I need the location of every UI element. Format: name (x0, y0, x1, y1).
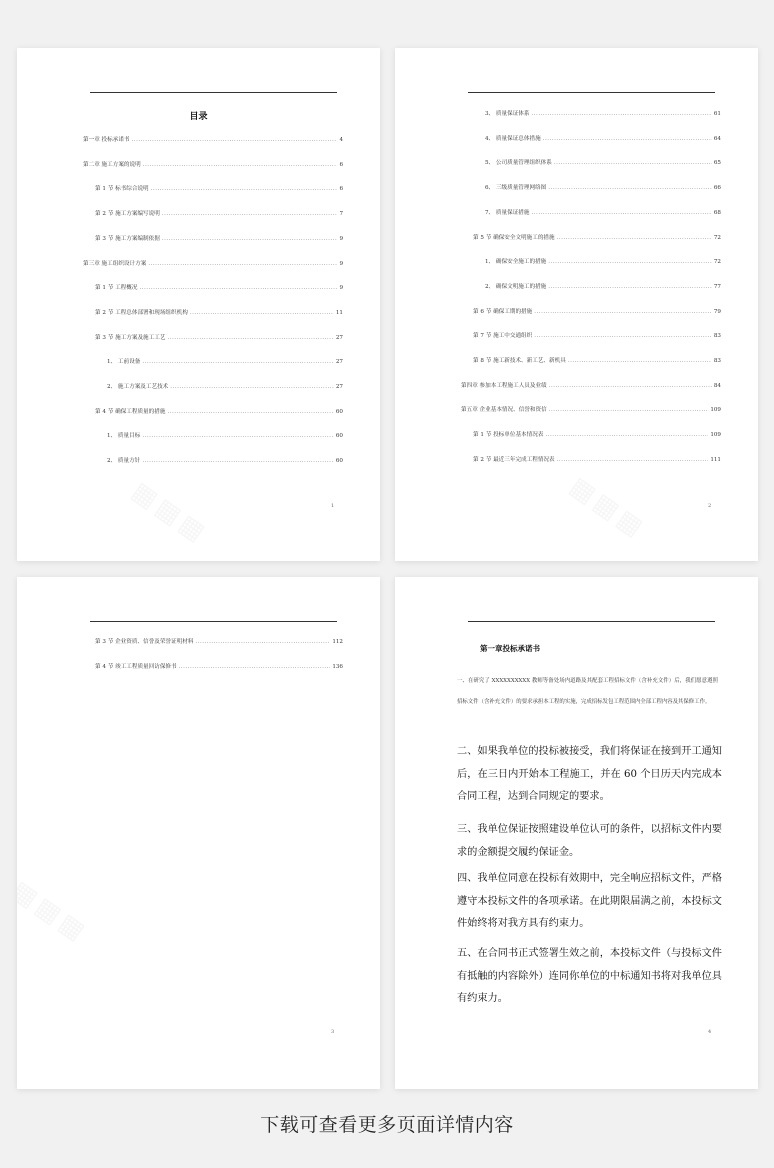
toc-entry (107, 384, 343, 391)
toc-leader-dots (543, 136, 712, 143)
toc-entry-page: 66 (713, 185, 721, 192)
toc-leader-dots (190, 310, 334, 317)
toc-entry (461, 383, 721, 390)
footer-caption: 下载可查看更多页面详情内容 (260, 1114, 514, 1136)
toc-entry (473, 358, 721, 365)
toc-entry-page: 60 (335, 408, 343, 415)
paragraph-2: 二、如果我单位的投标被接受，我们将保证在接到开工通知后，在三日内开始本工程施工，并在 60 个日历天内完成本合同工程，达到合同规定的要求。 (457, 746, 722, 802)
toc-entry-page: 83 (713, 358, 721, 364)
toc-entry-page: 11 (335, 309, 343, 316)
toc-leader-dots (143, 162, 338, 169)
toc-entry (485, 111, 721, 118)
toc-leader-dots (534, 333, 712, 340)
toc-entry-label: 2、 确保文明施工的措施 (485, 283, 547, 290)
toc-entry-label: 第 4 节 确保工程质量的措施 (95, 408, 166, 415)
toc-entry (473, 457, 721, 464)
header-rule (468, 621, 715, 622)
toc-entry-label: 3、 质量保证体系 (485, 111, 530, 117)
toc-entry-page: 9 (339, 260, 343, 267)
toc-entry-label: 第五章 企业基本情况、信誉和资信 (461, 407, 547, 414)
toc-entry-label: 第 1 节 工程概况 (95, 285, 138, 292)
document-page-1 (17, 48, 380, 561)
toc-leader-dots (549, 407, 709, 414)
toc-entry-label: 1、 工前设备 (107, 359, 141, 366)
toc-entry-label: 4、 质量保证总体措施 (485, 135, 541, 142)
toc-leader-dots (195, 639, 330, 646)
toc-entry-label: 第四章 参加本工程施工人员及业绩 (461, 382, 547, 389)
toc-entry-label: 6、 三级质量管理网络图 (485, 185, 547, 192)
toc-leader-dots (151, 186, 338, 193)
toc-title: 目录 (189, 112, 208, 122)
toc-entry-page: 7 (339, 211, 343, 218)
toc-entry-label: 第 1 节 投标单位基本情况表 (473, 432, 544, 439)
toc-entry (83, 137, 343, 144)
toc-entry-label: 第 3 节 施工方案编制依据 (95, 235, 160, 242)
toc-entry-label: 第 3 节 施工方案及施工工艺 (95, 334, 166, 341)
toc-entry-page: 6 (339, 161, 343, 168)
toc-entry-page: 61 (713, 111, 721, 117)
toc-entry-label: 第 1 节 标书综合说明 (95, 186, 149, 193)
toc-entry-page: 27 (335, 334, 343, 341)
toc-leader-dots (554, 160, 712, 167)
toc-entry-label: 第 6 节 确保工期的措施 (473, 308, 533, 315)
toc-entry (485, 284, 721, 291)
paragraph-3: 三、我单位保证按照建设单位认可的条件，以招标文件内要求的金额提交履约保证金。 (457, 824, 722, 858)
document-page-2 (395, 48, 758, 561)
toc-leader-dots (532, 210, 712, 217)
toc-entry (473, 309, 721, 316)
toc-entry-page: 83 (713, 333, 721, 340)
watermark (17, 875, 94, 949)
toc-entry-label: 第 2 节 最近三年完成工程情况表 (473, 456, 555, 463)
toc-entry-label: 2、 施工方案及工艺技术 (107, 384, 169, 390)
toc-entry-page: 4 (339, 137, 343, 143)
toc-leader-dots (148, 261, 337, 268)
toc-entry-page: 111 (710, 456, 721, 463)
toc-leader-dots (548, 185, 712, 192)
toc-leader-dots (568, 358, 712, 365)
toc-entry-label: 5、 公司质量管理组织体系 (485, 160, 552, 167)
toc-leader-dots (548, 259, 712, 266)
toc-entry (473, 235, 721, 242)
watermark (126, 476, 213, 550)
toc-entry (83, 162, 343, 169)
toc-entry-page: 65 (713, 160, 721, 167)
toc-entry-label: 第 3 节 企业资质、信誉及荣誉证明材料 (95, 639, 194, 645)
toc-entry (83, 261, 343, 268)
toc-entry-label: 第 8 节 施工新技术、新工艺、新机具 (473, 358, 566, 364)
toc-entry (95, 335, 343, 342)
toc-entry (485, 259, 721, 266)
toc-entry (95, 285, 343, 292)
toc-entry-page: 9 (339, 235, 343, 242)
page-number: 2 (708, 503, 712, 509)
toc-entry-page: 27 (335, 384, 343, 390)
chapter-title: 第一章投标承诺书 (480, 644, 540, 653)
toc-entry-page: 60 (335, 433, 343, 440)
toc-entry-page: 112 (332, 639, 343, 645)
toc-leader-dots (142, 433, 334, 440)
toc-entry-label: 第 4 节 竣工工程质量回访保修书 (95, 663, 177, 670)
toc-entry-label: 第 2 节 工程总体部署和现场组织机构 (95, 309, 188, 316)
toc-entry-page: 6 (339, 186, 343, 193)
toc-leader-dots (162, 211, 338, 218)
toc-entry-page: 27 (335, 359, 343, 366)
toc-entry-page: 72 (713, 259, 721, 266)
header-rule (90, 92, 337, 93)
toc-entry (95, 409, 343, 416)
toc-leader-dots (170, 384, 334, 391)
document-page-3 (17, 577, 380, 1089)
toc-leader-dots (167, 409, 333, 416)
toc-leader-dots (142, 458, 334, 465)
page-number: 3 (331, 1029, 335, 1035)
toc-leader-dots (167, 335, 333, 342)
header-rule (468, 92, 715, 93)
toc-entry-page: 109 (710, 432, 721, 439)
toc-entry (95, 639, 343, 646)
paragraph-5: 五、在合同书正式签署生效之前，本投标文件（与投标文件有抵触的内容除外）连同你单位的中标通知书将对我单位具有约束力。 (457, 948, 722, 1004)
document-page-4 (395, 577, 758, 1089)
toc-entry (485, 210, 721, 217)
header-rule (90, 621, 337, 622)
toc-entry (95, 186, 343, 193)
toc-entry-label: 第二章 施工方案的说明 (83, 161, 141, 168)
toc-leader-dots (139, 285, 337, 292)
toc-entry (473, 432, 721, 439)
toc-leader-dots (548, 284, 712, 291)
toc-leader-dots (557, 235, 712, 242)
toc-leader-dots (549, 383, 712, 390)
toc-entry-label: 第 7 节 施工中交通组织 (473, 333, 533, 340)
toc-leader-dots (545, 432, 708, 439)
toc-entry-page: 79 (713, 308, 721, 315)
toc-entry (95, 236, 343, 243)
toc-entry-label: 1、 确保安全施工的措施 (485, 259, 547, 266)
toc-leader-dots (162, 236, 338, 243)
toc-entry (485, 185, 721, 192)
toc-entry (107, 458, 343, 465)
toc-entry-label: 第 2 节 施工方案编写说明 (95, 211, 160, 218)
toc-entry (95, 310, 343, 317)
page-number: 4 (708, 1029, 712, 1035)
paragraph-4: 四、我单位同意在投标有效期中，完全响应招标文件，严格遵守本投标文件的各项承诺。在此期限届满之前，本投标文件始终将对我方具有约束力。 (457, 873, 722, 929)
paragraph-1: 一、在研究了 XXXXXXXXXX 教师等备处场内道路及其配套工程招标文件（含补充文件）后，我们愿意遵照招标文件（含补充文件）的要求承担本工程的实施，完成招标发包工程范围内全部工程内容及其保修工作。 (457, 678, 718, 705)
toc-leader-dots (557, 457, 709, 464)
toc-entry (461, 407, 721, 414)
toc-leader-dots (132, 137, 338, 144)
toc-entry (95, 211, 343, 218)
toc-entry (107, 433, 343, 440)
toc-entry-label: 第一章 投标承诺书 (83, 137, 130, 143)
watermark (564, 471, 651, 545)
toc-entry-label: 7、 质量保证措施 (485, 209, 530, 216)
toc-entry-page: 84 (713, 382, 721, 389)
toc-entry-page: 109 (710, 407, 721, 414)
toc-leader-dots (142, 359, 334, 366)
toc-entry-label: 1、 质量目标 (107, 433, 141, 440)
toc-entry (485, 160, 721, 167)
toc-entry-page: 9 (339, 285, 343, 292)
toc-entry-page: 136 (332, 663, 343, 670)
toc-entry-page: 68 (713, 209, 721, 216)
toc-leader-dots (179, 664, 331, 671)
toc-entry (107, 359, 343, 366)
toc-entry-page: 77 (713, 283, 721, 290)
toc-entry (95, 664, 343, 671)
toc-leader-dots (534, 309, 712, 316)
toc-entry-label: 2、 质量方针 (107, 458, 141, 465)
toc-leader-dots (532, 111, 712, 118)
toc-entry-page: 64 (713, 135, 721, 142)
toc-entry (473, 333, 721, 340)
toc-entry (485, 136, 721, 143)
toc-entry-label: 第 5 节 确保安全文明施工的措施 (473, 234, 555, 241)
toc-entry-label: 第三章 施工组织设计方案 (83, 260, 147, 267)
toc-entry-page: 72 (713, 234, 721, 241)
toc-entry-page: 60 (335, 458, 343, 465)
page-number: 1 (331, 503, 335, 509)
